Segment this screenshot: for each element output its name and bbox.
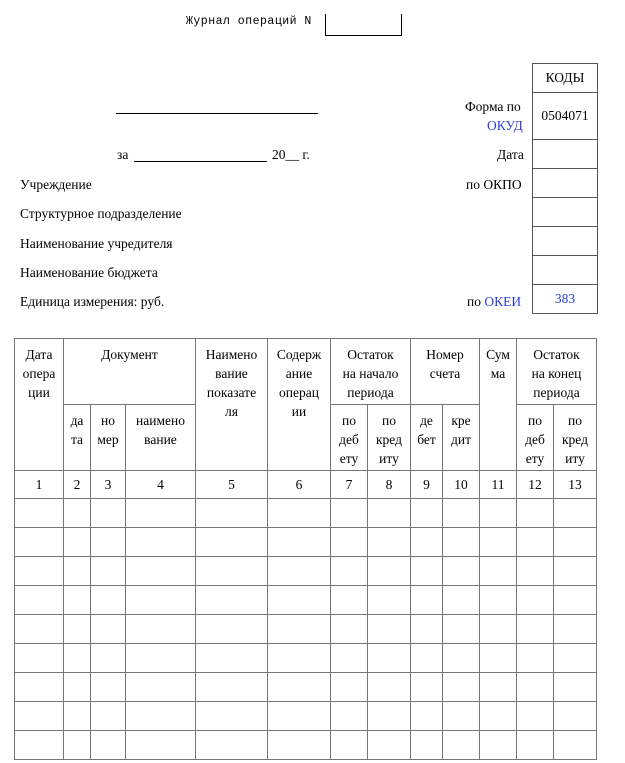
- header-indicator: Наимено вание показате ля: [196, 339, 268, 471]
- institution-label: Учреждение: [20, 177, 92, 192]
- table-cell[interactable]: [196, 731, 268, 760]
- table-cell[interactable]: [15, 499, 64, 528]
- table-cell[interactable]: [411, 731, 443, 760]
- table-cell[interactable]: [411, 499, 443, 528]
- okei-link[interactable]: ОКЕИ: [484, 294, 522, 309]
- table-cell[interactable]: [517, 586, 554, 615]
- table-cell[interactable]: [64, 586, 91, 615]
- table-cell[interactable]: [91, 702, 126, 731]
- table-cell[interactable]: [15, 586, 64, 615]
- table-cell[interactable]: [196, 702, 268, 731]
- journal-title: Журнал операций N: [186, 15, 312, 28]
- founder-label: Наименование учредителя: [20, 236, 173, 251]
- table-cell[interactable]: [91, 528, 126, 557]
- table-cell[interactable]: [443, 557, 480, 586]
- division-code-cell[interactable]: [533, 198, 598, 227]
- division-label: Структурное подразделение: [20, 206, 182, 221]
- table-cell[interactable]: [64, 644, 91, 673]
- table-cell[interactable]: [91, 644, 126, 673]
- form-name-line[interactable]: [116, 113, 318, 114]
- table-cell[interactable]: [368, 702, 411, 731]
- table-row: [15, 528, 597, 557]
- table-cell[interactable]: [443, 673, 480, 702]
- founder-code-cell[interactable]: [533, 227, 598, 256]
- header-document: Документ: [64, 339, 196, 405]
- okud-link[interactable]: ОКУД: [487, 118, 523, 133]
- table-cell[interactable]: [411, 528, 443, 557]
- okpo-code-cell[interactable]: [533, 169, 598, 198]
- table-cell[interactable]: [331, 586, 368, 615]
- column-number: 3: [91, 471, 126, 499]
- table-cell[interactable]: [517, 644, 554, 673]
- date-prefix: за: [117, 147, 129, 162]
- table-cell[interactable]: [554, 702, 597, 731]
- okei-prefix: по: [467, 294, 481, 309]
- header-date-operation: Дата опера ции: [15, 339, 64, 471]
- table-cell[interactable]: [196, 528, 268, 557]
- table-row: [15, 644, 597, 673]
- column-number-row: [15, 471, 597, 499]
- table-cell[interactable]: [517, 615, 554, 644]
- okei-label: [467, 294, 521, 310]
- table-cell[interactable]: [268, 731, 331, 760]
- table-cell[interactable]: [480, 702, 517, 731]
- date-year: 20__ г.: [272, 147, 310, 162]
- table-cell[interactable]: [480, 499, 517, 528]
- table-cell[interactable]: [126, 673, 196, 702]
- table-row: [15, 731, 597, 760]
- table-cell[interactable]: [196, 615, 268, 644]
- table-cell[interactable]: [443, 702, 480, 731]
- table-cell[interactable]: [443, 615, 480, 644]
- table-cell[interactable]: [443, 528, 480, 557]
- table-row: [15, 702, 597, 731]
- table-cell[interactable]: [517, 528, 554, 557]
- journal-number-field[interactable]: [325, 14, 402, 36]
- date-code-cell[interactable]: [533, 140, 598, 169]
- table-cell[interactable]: [331, 528, 368, 557]
- column-number: 7: [331, 471, 368, 499]
- table-cell[interactable]: [554, 731, 597, 760]
- header-account-number: Номер счета: [411, 339, 480, 405]
- table-row: [15, 615, 597, 644]
- table-cell[interactable]: [331, 615, 368, 644]
- table-row: [15, 586, 597, 615]
- table-cell[interactable]: [91, 615, 126, 644]
- table-cell[interactable]: [15, 644, 64, 673]
- budget-code-cell[interactable]: [533, 256, 598, 285]
- header-start-credit: по кред иту: [368, 405, 411, 471]
- table-cell[interactable]: [126, 644, 196, 673]
- form-code-cell: 0504071: [533, 93, 598, 140]
- column-number: 9: [411, 471, 443, 499]
- column-number: 4: [126, 471, 196, 499]
- table-cell[interactable]: [517, 673, 554, 702]
- table-cell[interactable]: [64, 731, 91, 760]
- header-end-credit: по кред иту: [554, 405, 597, 471]
- table-cell[interactable]: [196, 499, 268, 528]
- table-cell[interactable]: [411, 586, 443, 615]
- table-cell[interactable]: [480, 615, 517, 644]
- table-cell[interactable]: [91, 557, 126, 586]
- table-cell[interactable]: [554, 615, 597, 644]
- table-cell[interactable]: [480, 586, 517, 615]
- table-cell[interactable]: [331, 673, 368, 702]
- table-cell[interactable]: [91, 731, 126, 760]
- table-cell[interactable]: [196, 586, 268, 615]
- header-doc-number: но мер: [91, 405, 126, 471]
- table-cell[interactable]: [64, 499, 91, 528]
- table-cell[interactable]: [443, 586, 480, 615]
- table-cell[interactable]: [64, 557, 91, 586]
- header-doc-name: наимено вание: [126, 405, 196, 471]
- okpo-label: по ОКПО: [466, 177, 522, 192]
- table-cell[interactable]: [126, 731, 196, 760]
- table-cell[interactable]: [411, 673, 443, 702]
- table-cell[interactable]: [15, 615, 64, 644]
- table-cell[interactable]: [554, 528, 597, 557]
- table-cell[interactable]: [268, 644, 331, 673]
- header-start-debit: по деб ету: [331, 405, 368, 471]
- table-cell[interactable]: [15, 673, 64, 702]
- header-balance-end: Остаток на конец периода: [517, 339, 597, 405]
- table-cell[interactable]: [480, 557, 517, 586]
- okei-code-cell[interactable]: 383: [533, 285, 598, 314]
- table-cell[interactable]: [368, 673, 411, 702]
- table-cell[interactable]: [268, 702, 331, 731]
- table-cell[interactable]: [15, 702, 64, 731]
- table-cell[interactable]: [126, 615, 196, 644]
- table-cell[interactable]: [268, 499, 331, 528]
- column-number: 13: [554, 471, 597, 499]
- table-cell[interactable]: [554, 644, 597, 673]
- table-cell[interactable]: [91, 673, 126, 702]
- column-number: 11: [480, 471, 517, 499]
- table-body: [15, 499, 597, 760]
- header-account-debit: де бет: [411, 405, 443, 471]
- table-cell[interactable]: [368, 615, 411, 644]
- table-cell[interactable]: [126, 499, 196, 528]
- table-cell[interactable]: [368, 528, 411, 557]
- table-cell[interactable]: [64, 615, 91, 644]
- table-cell[interactable]: [554, 586, 597, 615]
- table-cell[interactable]: [554, 557, 597, 586]
- header-end-debit: по деб ету: [517, 405, 554, 471]
- table-cell[interactable]: [368, 499, 411, 528]
- table-cell[interactable]: [268, 673, 331, 702]
- column-number: 5: [196, 471, 268, 499]
- table-cell[interactable]: [331, 702, 368, 731]
- table-cell[interactable]: [480, 644, 517, 673]
- table-cell[interactable]: [443, 499, 480, 528]
- header-balance-start: Остаток на начало периода: [331, 339, 411, 405]
- table-cell[interactable]: [517, 702, 554, 731]
- table-cell[interactable]: [268, 615, 331, 644]
- operations-table: [14, 338, 597, 760]
- table-cell[interactable]: [15, 731, 64, 760]
- table-cell[interactable]: [15, 557, 64, 586]
- header-sum: Сум ма: [480, 339, 517, 471]
- table-cell[interactable]: [91, 586, 126, 615]
- table-cell[interactable]: [517, 499, 554, 528]
- header-account-credit: кре дит: [443, 405, 480, 471]
- table-cell[interactable]: [411, 615, 443, 644]
- table-cell[interactable]: [331, 557, 368, 586]
- table-cell[interactable]: [480, 731, 517, 760]
- table-cell[interactable]: [15, 528, 64, 557]
- table-cell[interactable]: [196, 644, 268, 673]
- codes-title: КОДЫ: [533, 64, 598, 93]
- table-cell[interactable]: [268, 528, 331, 557]
- table-cell[interactable]: [480, 673, 517, 702]
- budget-label: Наименование бюджета: [20, 265, 158, 280]
- table-cell[interactable]: [64, 702, 91, 731]
- column-number: 8: [368, 471, 411, 499]
- column-number: 12: [517, 471, 554, 499]
- table-cell[interactable]: [480, 528, 517, 557]
- table-cell[interactable]: [91, 499, 126, 528]
- table-cell[interactable]: [411, 644, 443, 673]
- table-cell[interactable]: [196, 673, 268, 702]
- table-row: [15, 499, 597, 528]
- table-cell[interactable]: [368, 644, 411, 673]
- table-cell[interactable]: [64, 528, 91, 557]
- table-cell[interactable]: [368, 731, 411, 760]
- header-content: Содерж ание операц ии: [268, 339, 331, 471]
- date-code-label: Дата: [497, 147, 524, 162]
- table-cell[interactable]: [554, 673, 597, 702]
- table-cell[interactable]: [126, 528, 196, 557]
- header-doc-date: да та: [64, 405, 91, 471]
- column-number: 6: [268, 471, 331, 499]
- table-row: [15, 557, 597, 586]
- table-cell[interactable]: [411, 702, 443, 731]
- table-cell[interactable]: [126, 586, 196, 615]
- table-cell[interactable]: [331, 644, 368, 673]
- table-cell[interactable]: [268, 586, 331, 615]
- table-cell[interactable]: [331, 499, 368, 528]
- table-cell[interactable]: [411, 557, 443, 586]
- table-cell[interactable]: [554, 499, 597, 528]
- table-row: [15, 673, 597, 702]
- table-cell[interactable]: [368, 557, 411, 586]
- table-cell[interactable]: [368, 586, 411, 615]
- table-cell[interactable]: [126, 557, 196, 586]
- column-number: 2: [64, 471, 91, 499]
- table-cell[interactable]: [126, 702, 196, 731]
- date-period-line[interactable]: [134, 161, 267, 162]
- table-cell[interactable]: [517, 557, 554, 586]
- column-number: 1: [15, 471, 64, 499]
- table-cell[interactable]: [268, 557, 331, 586]
- codes-table: [532, 63, 598, 314]
- table-cell[interactable]: [64, 673, 91, 702]
- column-number: 10: [443, 471, 480, 499]
- table-cell[interactable]: [331, 731, 368, 760]
- table-cell[interactable]: [196, 557, 268, 586]
- unit-label: Единица измерения: руб.: [20, 294, 165, 309]
- table-cell[interactable]: [443, 731, 480, 760]
- form-label: Форма по: [465, 99, 521, 114]
- table-cell[interactable]: [517, 731, 554, 760]
- table-cell[interactable]: [443, 644, 480, 673]
